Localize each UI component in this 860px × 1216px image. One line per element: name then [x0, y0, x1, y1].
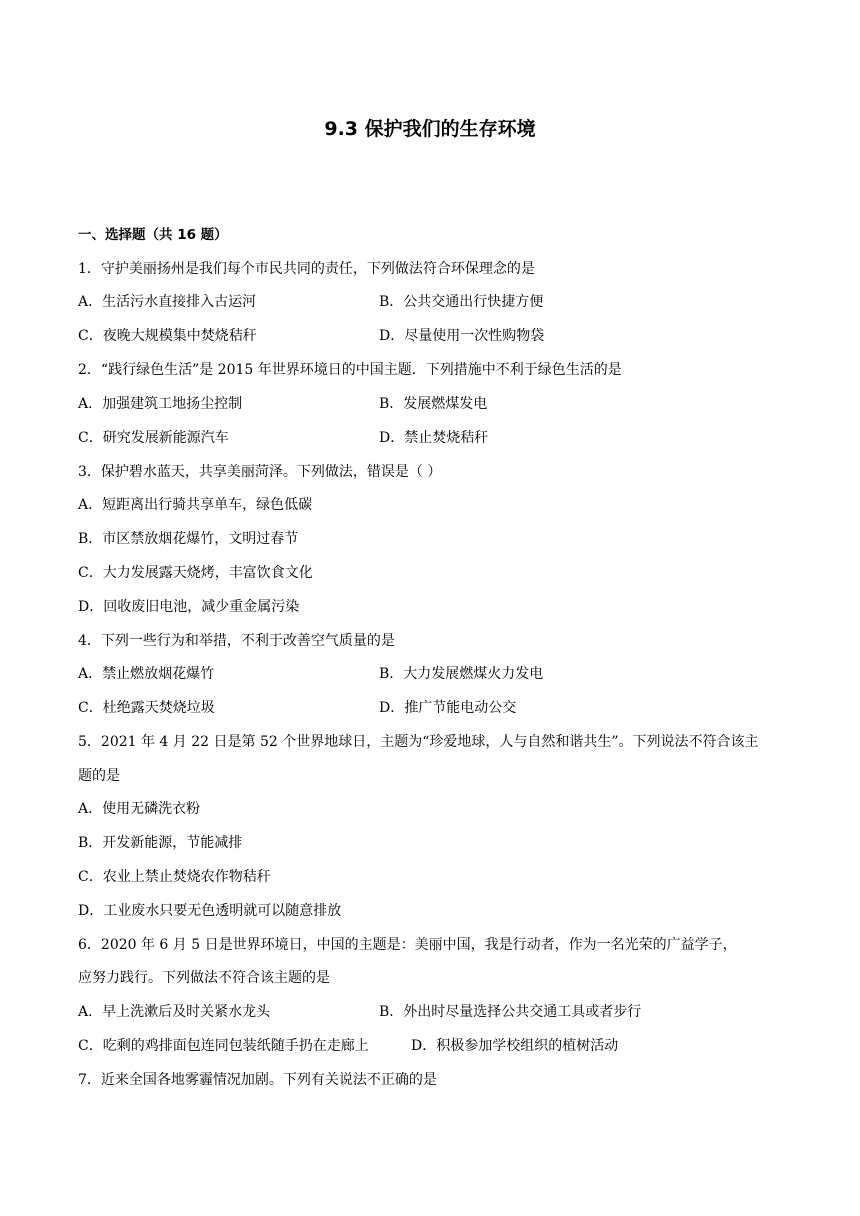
question-5-option-a: A．使用无磷洗衣粉: [78, 801, 201, 817]
question-7-stem: 7．近来全国各地雾霾情况加剧。下列有关说法不正确的是: [78, 1072, 437, 1088]
question-5-stem-line-1: 5．2021 年 4 月 22 日是第 52 个世界地球日，主题为“珍爱地球，人与自然和谐共生”。下列说法不符合该主: [78, 734, 759, 750]
question-6-option-c: C．吃剩的鸡排面包连同包装纸随手扔在走廊上: [78, 1038, 369, 1054]
question-6-option-b: B．外出时尽量选择公共交通工具或者步行: [379, 1004, 642, 1020]
question-1-option-c: C．夜晚大规模集中焚烧秸秆: [78, 328, 257, 344]
question-5-stem-line-2: 题的是: [78, 768, 120, 784]
question-6-option-a: A．早上洗漱后及时关紧水龙头: [78, 1004, 271, 1020]
question-4-option-c: C．杜绝露天焚烧垃圾: [78, 700, 215, 716]
section-heading: 一、选择题（共 16 题）: [78, 227, 228, 243]
question-2-option-c: C．研究发展新能源汽车: [78, 430, 229, 446]
question-2-option-d: D．禁止焚烧秸秆: [379, 430, 489, 446]
question-1-option-d: D．尽量使用一次性购物袋: [379, 328, 545, 344]
question-4-option-b: B．大力发展燃煤火力发电: [379, 666, 544, 682]
question-6-option-d: D．积极参加学校组织的植树活动: [411, 1038, 619, 1054]
page-title: 9.3 保护我们的生存环境: [324, 118, 536, 140]
question-5-option-d: D．工业废水只要无色透明就可以随意排放: [78, 903, 342, 919]
question-5-option-b: B．开发新能源，节能减排: [78, 835, 243, 851]
question-2-stem: 2．“践行绿色生活”是 2015 年世界环境日的中国主题．下列措施中不利于绿色生活的是: [78, 362, 622, 378]
question-2-option-a: A．加强建筑工地扬尘控制: [78, 396, 243, 412]
question-4-option-d: D．推广节能电动公交: [379, 700, 517, 716]
question-3-stem: 3．保护碧水蓝天，共享美丽菏泽。下列做法，错误是（ ）: [78, 464, 442, 480]
question-2-option-b: B．发展燃煤发电: [379, 396, 488, 412]
question-1-option-b: B．公共交通出行快捷方便: [379, 294, 544, 310]
question-6-stem-line-1: 6．2020 年 6 月 5 日是世界环境日，中国的主题是：美丽中国，我是行动者，作为一名光荣的广益学子，: [78, 937, 737, 953]
question-1-stem: 1．守护美丽扬州是我们每个市民共同的责任，下列做法符合环保理念的是: [78, 261, 535, 277]
question-6-stem-line-2: 应努力践行。下列做法不符合该主题的是: [78, 970, 330, 986]
question-4-option-a: A．禁止燃放烟花爆竹: [78, 666, 215, 682]
question-5-option-c: C．农业上禁止焚烧农作物秸秆: [78, 869, 271, 885]
question-3-option-c: C．大力发展露天烧烤，丰富饮食文化: [78, 565, 313, 581]
question-1-option-a: A．生活污水直接排入古运河: [78, 294, 257, 310]
question-3-option-a: A．短距离出行骑共享单车，绿色低碳: [78, 497, 313, 513]
question-3-option-d: D．回收废旧电池，减少重金属污染: [78, 599, 300, 615]
question-3-option-b: B．市区禁放烟花爆竹，文明过春节: [78, 531, 299, 547]
question-4-stem: 4．下列一些行为和举措，不利于改善空气质量的是: [78, 633, 395, 649]
